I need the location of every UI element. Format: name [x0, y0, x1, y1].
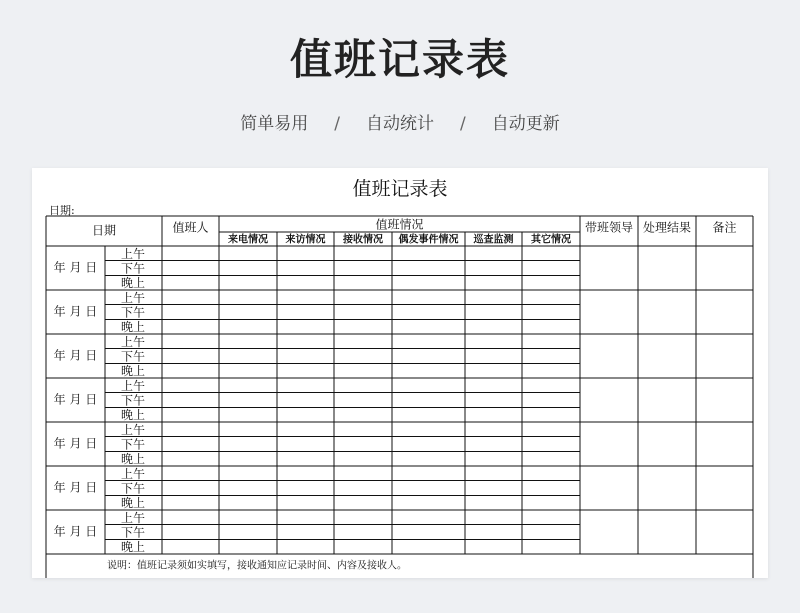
header-remark: 备注	[712, 220, 737, 235]
tag-auto-update: 自动更新	[491, 114, 560, 134]
period-label: 上午	[120, 334, 146, 349]
header-sub-4: 巡查监测	[473, 234, 514, 246]
period-label: 上午	[120, 466, 146, 481]
header-leader: 带班领导	[584, 220, 634, 235]
period-label: 下午	[120, 525, 146, 540]
header-sub-2: 接收情况	[343, 234, 383, 246]
period-label: 下午	[120, 393, 146, 408]
header-sub-0: 来电情况	[228, 234, 268, 246]
period-label: 上午	[120, 422, 146, 437]
date-cell: 年 月 日	[53, 392, 98, 407]
header-sub-1: 来访情况	[285, 234, 326, 246]
period-label: 下午	[120, 261, 146, 276]
header-person: 值班人	[172, 220, 209, 235]
tag-separator: /	[334, 114, 340, 134]
header-result: 处理结果	[642, 220, 692, 235]
period-label: 下午	[120, 437, 146, 452]
document-title: 值班记录表	[352, 178, 448, 200]
period-label: 上午	[120, 510, 146, 525]
date-cell: 年 月 日	[53, 260, 98, 275]
period-label: 晚上	[120, 320, 146, 335]
period-label: 晚上	[120, 496, 146, 511]
tag-easy: 简单易用	[240, 114, 309, 134]
period-label: 上午	[120, 246, 146, 261]
date-cell: 年 月 日	[53, 436, 98, 451]
date-cell: 年 月 日	[53, 348, 98, 363]
period-label: 下午	[120, 349, 146, 364]
header-duty-status: 值班情况	[375, 217, 424, 232]
period-label: 晚上	[120, 452, 146, 467]
header-date: 日期	[91, 223, 117, 238]
tagline	[0, 112, 800, 136]
header-sub-5: 其它情况	[531, 234, 571, 246]
date-label: 日期:	[49, 204, 75, 217]
date-cell: 年 月 日	[53, 480, 98, 495]
period-label: 下午	[120, 481, 146, 496]
period-label: 下午	[120, 305, 146, 320]
period-label: 上午	[120, 290, 146, 305]
date-cell: 年 月 日	[53, 524, 98, 539]
period-label: 晚上	[120, 408, 146, 423]
header-sub-3: 偶发事件情况	[398, 234, 459, 246]
tag-separator: /	[460, 114, 466, 134]
period-label: 上午	[120, 378, 146, 393]
tag-auto-stats: 自动统计	[366, 114, 434, 134]
footer-note: 说明：值班记录须如实填写，接收通知应记录时间、内容及接收人。	[107, 560, 407, 572]
period-label: 晚上	[120, 276, 146, 291]
document-sheet	[32, 168, 768, 578]
duty-table	[32, 168, 768, 578]
period-label: 晚上	[120, 364, 146, 379]
date-cell: 年 月 日	[53, 304, 98, 319]
page-title: 值班记录表	[289, 35, 510, 84]
period-label: 晚上	[120, 540, 146, 555]
